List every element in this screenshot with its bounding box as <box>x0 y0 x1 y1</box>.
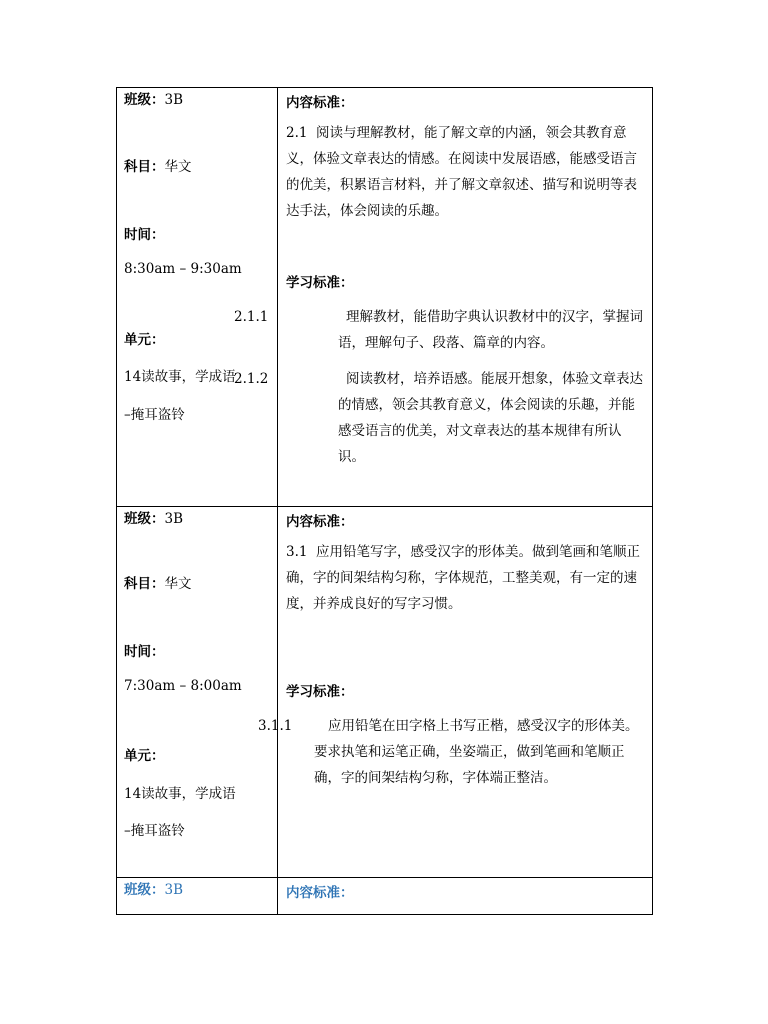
class-line <box>124 88 183 108</box>
learning-standard-text: 应用铅笔在田字格上书写正楷，感受汉字的形体美。要求执笔和运笔正确，坐姿端正，做到笔画和笔顺正确，字的间架结构匀称，字体端正整洁。 <box>314 718 639 786</box>
learning-standard-item <box>258 713 644 791</box>
learning-standard-number: 2.1.1 <box>234 309 269 325</box>
time-value: 8:30am – 9:30am <box>124 261 242 277</box>
learning-standard-number: 3.1.1 <box>258 718 293 734</box>
standards-cell <box>258 507 653 878</box>
class-label: 班级： <box>124 92 165 108</box>
lesson-plan-table <box>116 87 653 915</box>
unit-title: 14读故事，学成语 <box>124 369 236 385</box>
content-standard-number: 2.1 <box>286 125 308 141</box>
learning-standard-text: 理解教材，能借助字典认识教材中的汉字，掌握词语，理解句子、段落、篇章的内容。 <box>338 309 643 351</box>
class-label: 班级： <box>124 511 165 527</box>
subject-value: 华文 <box>164 576 192 592</box>
content-standard-item <box>286 539 644 617</box>
unit-subtitle: –掩耳盗铃 <box>124 823 185 839</box>
class-line <box>124 878 183 898</box>
learning-standard-item <box>234 366 644 470</box>
class-value: 3B <box>164 92 184 108</box>
subject-label: 科目： <box>124 576 165 592</box>
learning-standard-text: 阅读教材，培养语感。能展开想象，体验文章表达的情感，领会其教育意义，体会阅读的乐趣，并能感受语言的优美，对文章表达的基本规律有所认识。 <box>338 371 643 465</box>
lesson-info-cell <box>117 507 278 878</box>
lesson-info-cell <box>117 88 278 507</box>
time-label: 时间： <box>124 227 165 243</box>
subject-label: 科目： <box>124 159 165 175</box>
time-label: 时间： <box>124 644 165 660</box>
subject-line <box>124 572 192 592</box>
learning-standard-heading: 学习标准： <box>286 275 354 291</box>
learning-standard-number: 2.1.2 <box>234 371 269 387</box>
lesson-row-3 <box>117 878 653 915</box>
class-value: 3B <box>164 511 184 527</box>
content-standard-heading: 内容标准： <box>286 885 354 901</box>
unit-label: 单元： <box>124 332 165 348</box>
content-standard-heading: 内容标准： <box>286 95 354 111</box>
subject-line <box>124 155 192 175</box>
content-standard-text: 阅读与理解教材，能了解文章的内涵，领会其教育意义，体验文章表达的情感。在阅读中发展语感，能感受语言的优美，积累语言材料，并了解文章叙述、描写和说明等表达手法，体会阅读的乐趣。 <box>286 125 637 219</box>
learning-standard-item <box>234 304 644 356</box>
standards-cell <box>234 88 653 507</box>
lesson-row-2 <box>117 507 653 878</box>
class-line <box>124 507 183 527</box>
unit-subtitle: –掩耳盗铃 <box>124 407 185 423</box>
content-standard-item <box>286 120 644 224</box>
content-standard-number: 3.1 <box>286 544 308 560</box>
content-standard-heading: 内容标准： <box>286 514 354 530</box>
unit-label: 单元： <box>124 748 165 764</box>
subject-value: 华文 <box>164 159 192 175</box>
content-standard-text: 应用铅笔写字，感受汉字的形体美。做到笔画和笔顺正确，字的间架结构匀称，字体规范，工整美观，有一定的速度，并养成良好的写字习惯。 <box>286 544 640 612</box>
standards-cell <box>278 878 653 915</box>
unit-title: 14读故事，学成语 <box>124 786 236 802</box>
lesson-info-cell <box>117 878 278 915</box>
class-label: 班级： <box>124 882 165 898</box>
class-value: 3B <box>164 882 184 898</box>
lesson-row-1 <box>117 88 653 507</box>
learning-standard-heading: 学习标准： <box>286 684 354 700</box>
time-value: 7:30am – 8:00am <box>124 678 242 694</box>
